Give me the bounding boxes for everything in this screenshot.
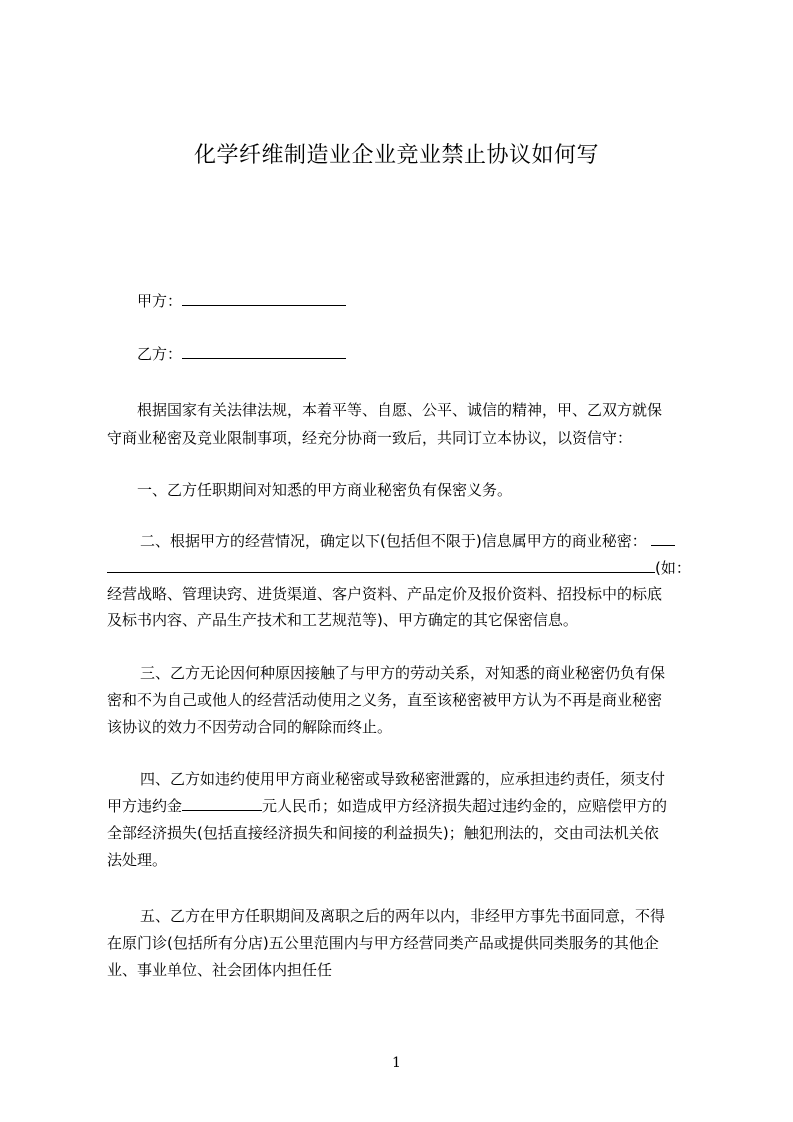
intro-line-2: 守商业秘密及竞业限制事项，经充分协商一致后，共同订立本协议，以资信守： <box>107 429 633 447</box>
clause-2-line-3: 经营战略、管理诀窍、进货渠道、客户资料、产品定价及报价资料、招投标中的标底 <box>107 585 663 603</box>
clause-5-line-1: 五、乙方在甲方任职期间及离职之后的两年以内，非经甲方事先书面同意，不得 <box>140 907 666 925</box>
clause-3-line-3: 该协议的效力不因劳动合同的解除而终止。 <box>107 718 393 736</box>
clause-4-line-2 <box>107 795 667 817</box>
clause-3-line-2: 密和不为自己或他人的经营活动使用之义务，直至该秘密被甲方认为不再是商业秘密 <box>107 691 663 709</box>
party-b-label: 乙方： <box>137 345 183 363</box>
clause-2-blank-start[interactable] <box>651 530 675 546</box>
party-a-label: 甲方： <box>137 292 183 310</box>
party-a-line <box>137 290 346 312</box>
party-a-blank[interactable] <box>182 290 346 306</box>
clause-5-line-3: 业、事业单位、社会团体内担任任 <box>107 961 333 979</box>
clause-4-text-a: 甲方违约金 <box>107 797 183 815</box>
clause-2-line-4: 及标书内容、产品生产技术和工艺规范等)、甲方确定的其它保密信息。 <box>107 611 578 629</box>
clause-2-blank-fill[interactable] <box>107 557 655 573</box>
clause-4-line-1: 四、乙方如违约使用甲方商业秘密或导致秘密泄露的，应承担违约责任，须支付 <box>140 770 666 788</box>
document-title: 化学纤维制造业企业竞业禁止协议如何写 <box>193 143 599 168</box>
clause-4-text-b: 元人民币；如造成甲方经济损失超过违约金的，应赔偿甲方的 <box>262 797 668 815</box>
clause-2-line-1 <box>140 530 675 552</box>
clause-1-line-1: 一、乙方任职期间对知悉的甲方商业秘密负有保密义务。 <box>137 481 513 499</box>
clause-2-text: 二、根据甲方的经营情况，确定以下(包括但不限于)信息属甲方的商业秘密： <box>140 532 647 550</box>
party-b-line <box>137 343 346 365</box>
clause-4-line-4: 法处理。 <box>107 851 168 869</box>
clause-5-line-2: 在原门诊(包括所有分店)五公里范围内与甲方经营同类产品或提供同类服务的其他企 <box>107 934 659 952</box>
clause-2-line-2 <box>107 557 691 579</box>
page-number: 1 <box>392 1055 401 1071</box>
clause-3-line-1: 三、乙方无论因何种原因接触了与甲方的劳动关系，对知悉的商业秘密仍负有保 <box>140 664 666 682</box>
clause-2-line-2-tail: (如： <box>655 559 691 577</box>
clause-4-line-3: 全部经济损失(包括直接经济损失和间接的利益损失)；触犯刑法的，交由司法机关依 <box>107 824 659 842</box>
intro-line-1: 根据国家有关法律法规，本着平等、自愿、公平、诚信的精神，甲、乙双方就保 <box>137 401 663 419</box>
party-b-blank[interactable] <box>182 343 346 359</box>
penalty-amount-blank[interactable] <box>182 795 262 811</box>
